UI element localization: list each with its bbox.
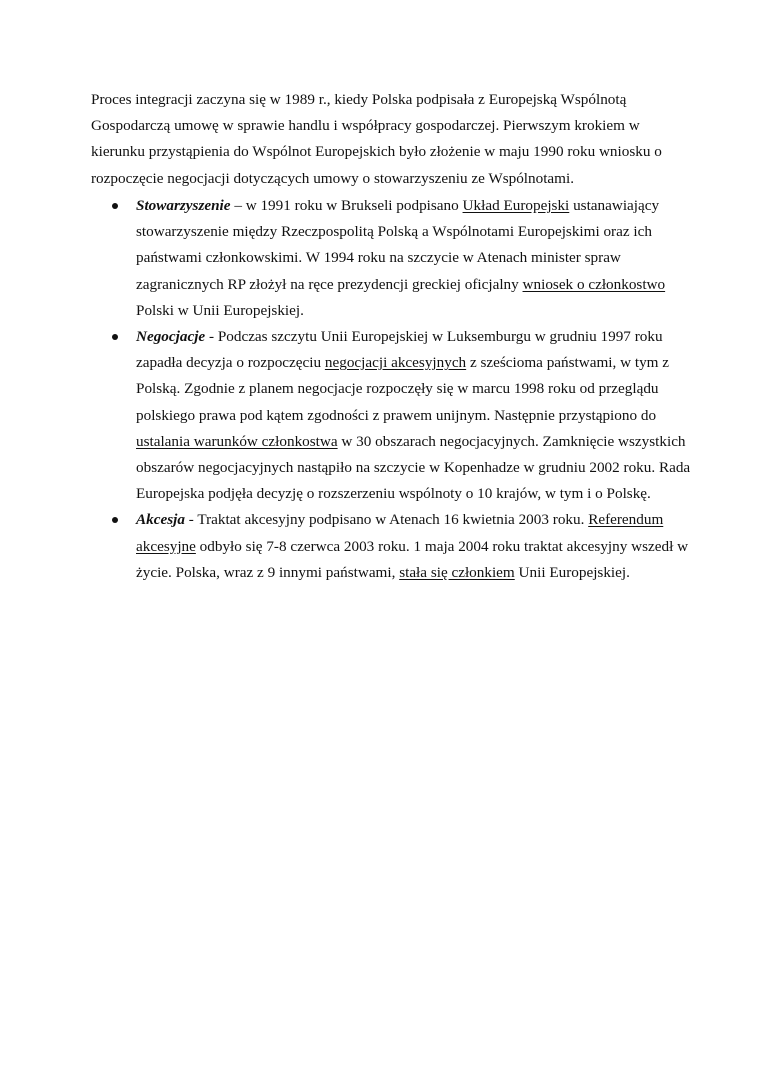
link-stala-sie-czlonkiem[interactable]: stała się członkiem — [399, 563, 515, 581]
item-text: Podczas szczytu Unii Europejskiej w Luksemburgu w grudniu 1997 roku zapadła decyzja o rozpoczęciu — [136, 328, 663, 372]
bullet-icon — [112, 203, 118, 209]
bullet-icon — [112, 334, 118, 340]
intro-line-2: Gospodarczą umowę w sprawie handlu i współpracy gospodarczej. Pierwszym krokiem w — [91, 117, 640, 135]
list-item-negocjacje — [91, 324, 691, 507]
item-text: Polski w Unii Europejskiej. — [136, 301, 304, 319]
link-negocjacje-akcesyjne[interactable]: negocjacji akcesyjnych — [324, 354, 467, 372]
intro-paragraph — [91, 87, 681, 192]
term-akcesja: Akcesja — [136, 511, 185, 529]
term-stowarzyszenie: Stowarzyszenie — [136, 197, 231, 214]
link-uklad-europejski[interactable]: Układ Europejski — [462, 197, 570, 214]
intro-line-1: Proces integracji zaczyna się w 1989 r., kiedy Polska podpisała z Europejską Wspólnotą — [91, 91, 627, 108]
item-text: odbyło się 7-8 czerwca 2003 roku. 1 maja 2004 roku traktat akcesyjny wszedł w życie. Polska, wraz z 9 innymi państwami, — [136, 537, 689, 581]
link-ustalanie-warunkow[interactable]: ustalania warunków członkostwa — [136, 432, 338, 450]
item-text: z sześcioma państwami, w tym z Polską. Zgodnie z planem negocjacje rozpoczęły się w marcu 1998 roku od przeglądu polskiego prawa pod kątem zgodności z prawem unijnym. Następnie przystąpiono do — [136, 354, 670, 424]
list-item-stowarzyszenie — [91, 193, 691, 324]
item-dash: – — [230, 197, 246, 214]
link-wniosek-o-czlonkostwo[interactable]: wniosek o członkostwo — [522, 275, 666, 293]
link-referendum-akcesyjne[interactable]: Referendum akcesyjne — [136, 511, 664, 555]
list-item-akcesja — [91, 507, 691, 586]
intro-line-4: rozpoczęcie negocjacji dotyczących umowy o stowarzyszeniu ze Wspólnotami. — [91, 169, 574, 187]
item-dash: - — [184, 511, 198, 529]
bullet-icon — [112, 517, 118, 523]
item-text: ustanawiający stowarzyszenie między Rzeczpospolitą Polską a Wspólnotami Europejskimi oraz ich państwami członkowskimi. W 1994 roku na szczycie w Atenach minister spraw zagranicznych RP złożył na ręce prezydencji greckiej oficjalny — [136, 197, 660, 293]
item-text: w 30 obszarach negocjacyjnych. Zamknięcie wszystkich obszarów negocjacyjnych nastąpiło na szczycie w Kopenhadze w grudniu 2002 roku. Rada Europejska podjęła decyzję o rozszerzeniu wspólnoty o 10 krajów, w tym i o Polskę. — [136, 432, 691, 503]
bullet-list — [91, 193, 691, 586]
item-dash: - — [205, 328, 218, 346]
intro-line-3: kierunku przystąpienia do Wspólnot Europejskich było złożenie w maju 1990 roku wniosku o — [91, 143, 662, 161]
term-negocjacje: Negocjacje — [136, 328, 206, 346]
item-text: Traktat akcesyjny podpisano w Atenach 16 kwietnia 2003 roku. — [197, 511, 589, 529]
item-text: Unii Europejskiej. — [514, 563, 630, 581]
item-text: w 1991 roku w Brukseli podpisano — [245, 197, 463, 214]
